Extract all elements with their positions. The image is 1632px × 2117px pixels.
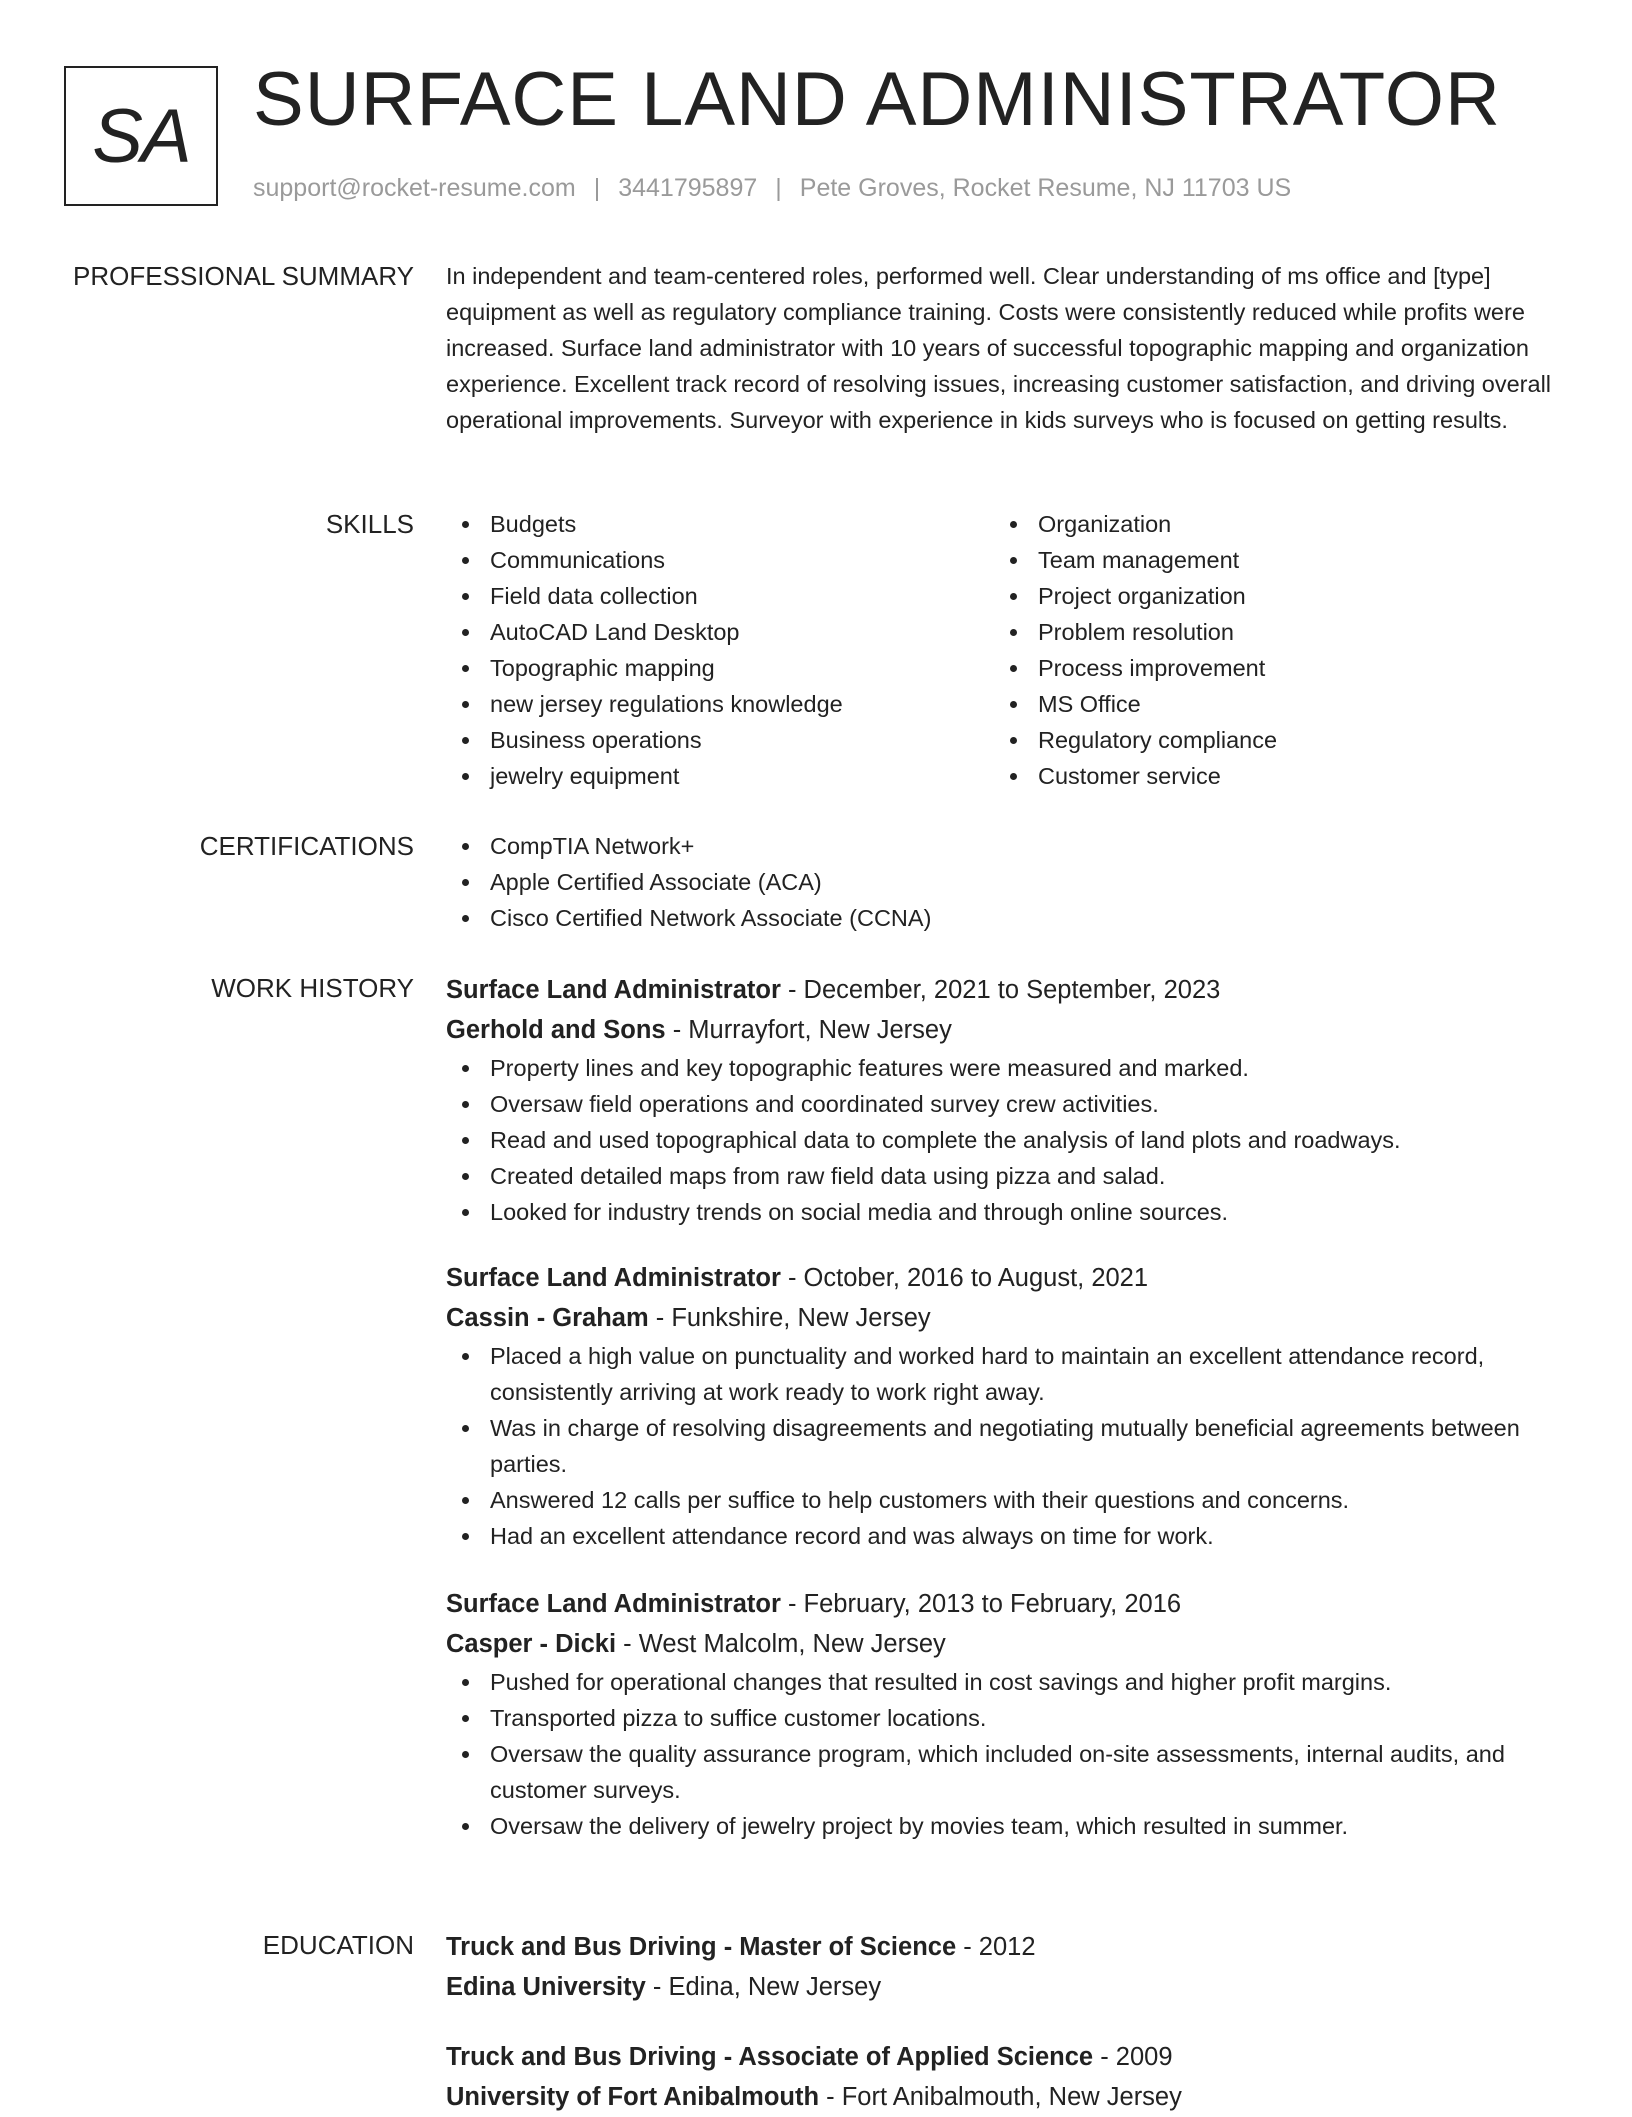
- list-item: Created detailed maps from raw field data using pizza and salad.: [446, 1158, 1562, 1194]
- education-school-line: [446, 2077, 1562, 2117]
- summary-body: [446, 258, 1562, 438]
- list-item: Customer service: [994, 758, 1542, 794]
- contact-line: [253, 174, 1291, 203]
- contact-separator: |: [593, 174, 601, 202]
- list-item: Looked for industry trends on social media and through online sources.: [446, 1194, 1562, 1230]
- contact-email[interactable]: support@rocket-resume.com: [253, 174, 576, 202]
- list-item: Apple Certified Associate (ACA): [446, 864, 1562, 900]
- job-title-line: [446, 1258, 1562, 1298]
- list-item: Budgets: [446, 506, 994, 542]
- job-entry: [446, 1258, 1562, 1554]
- summary-text: In independent and team-centered roles, performed well. Clear understanding of ms office and [type] equipment as well as regulatory compliance training. Costs were consistently reduced while profits were increased. Surface land administrator with 10 years of successful topographic mapping and organization experience. Excellent track record of resolving issues, increasing customer satisfaction, and driving overall operational improvements. Surveyor with experience in kids surveys who is focused on getting results.: [446, 263, 1552, 433]
- education-entry: [446, 1927, 1562, 2007]
- list-item: Project organization: [994, 578, 1542, 614]
- list-item: Oversaw the delivery of jewelry project by movies team, which resulted in summer.: [446, 1808, 1562, 1844]
- job-title: Surface Land Administrator: [446, 976, 781, 1004]
- job-dates: - October, 2016 to August, 2021: [780, 1264, 1149, 1292]
- work-history-body: [446, 970, 1562, 1844]
- education-degree-line: [446, 2037, 1562, 2077]
- job-dates: - December, 2021 to September, 2023: [780, 976, 1221, 1004]
- education-year: - 2009: [1093, 2043, 1173, 2071]
- list-item: Read and used topographical data to complete the analysis of land plots and roadways.: [446, 1122, 1562, 1158]
- education-school: University of Fort Anibalmouth: [446, 2083, 820, 2111]
- list-item: Oversaw field operations and coordinated survey crew activities.: [446, 1086, 1562, 1122]
- job-title-line: [446, 1584, 1562, 1624]
- section-label-education: EDUCATION: [262, 1930, 414, 1960]
- section-label-skills: SKILLS: [325, 509, 414, 539]
- skills-body: [446, 506, 1562, 794]
- job-bullets: [446, 1664, 1562, 1844]
- skills-list-left: [446, 506, 994, 794]
- job-location: - Funkshire, New Jersey: [648, 1304, 931, 1332]
- job-title: Surface Land Administrator: [446, 1590, 781, 1618]
- job-bullets: [446, 1050, 1562, 1230]
- education-location: - Edina, New Jersey: [645, 1973, 882, 2001]
- education-school-line: [446, 1967, 1562, 2007]
- certifications-list: [446, 828, 1562, 936]
- education-body: [446, 1927, 1562, 2117]
- education-year: - 2012: [956, 1933, 1036, 1961]
- list-item: AutoCAD Land Desktop: [446, 614, 994, 650]
- page-title: SURFACE LAND ADMINISTRATOR: [253, 57, 1501, 142]
- education-degree: Truck and Bus Driving - Associate of Applied Science: [446, 2043, 1094, 2071]
- job-entry: [446, 970, 1562, 1230]
- education-location: - Fort Anibalmouth, New Jersey: [819, 2083, 1182, 2111]
- job-title: Surface Land Administrator: [446, 1264, 781, 1292]
- list-item: Field data collection: [446, 578, 994, 614]
- contact-address: Pete Groves, Rocket Resume, NJ 11703 US: [799, 174, 1292, 202]
- list-item: Property lines and key topographic features were measured and marked.: [446, 1050, 1562, 1086]
- list-item: Regulatory compliance: [994, 722, 1542, 758]
- monogram-box: [64, 66, 218, 206]
- list-item: Had an excellent attendance record and was always on time for work.: [446, 1518, 1562, 1554]
- job-company: Casper - Dicki: [446, 1630, 617, 1658]
- section-label-summary: PROFESSIONAL SUMMARY: [73, 261, 414, 291]
- job-bullets: [446, 1338, 1562, 1554]
- list-item: Problem resolution: [994, 614, 1542, 650]
- contact-phone[interactable]: 3441795897: [618, 174, 758, 202]
- list-item: Pushed for operational changes that resulted in cost savings and higher profit margins.: [446, 1664, 1562, 1700]
- list-item: Transported pizza to suffice customer locations.: [446, 1700, 1562, 1736]
- list-item: Organization: [994, 506, 1542, 542]
- list-item: Oversaw the quality assurance program, which included on-site assessments, internal audits, and customer surveys.: [446, 1736, 1562, 1808]
- list-item: Placed a high value on punctuality and worked hard to maintain an excellent attendance record, consistently arriving at work ready to work right away.: [446, 1338, 1562, 1410]
- contact-separator: |: [775, 174, 782, 202]
- job-location: - Murrayfort, New Jersey: [665, 1016, 952, 1044]
- list-item: CompTIA Network+: [446, 828, 1562, 864]
- list-item: Answered 12 calls per suffice to help customers with their questions and concerns.: [446, 1482, 1562, 1518]
- job-company: Cassin - Graham: [446, 1304, 649, 1332]
- list-item: Team management: [994, 542, 1542, 578]
- section-label-certifications: CERTIFICATIONS: [199, 831, 414, 861]
- job-company: Gerhold and Sons: [446, 1016, 666, 1044]
- job-company-line: [446, 1624, 1562, 1664]
- list-item: new jersey regulations knowledge: [446, 686, 994, 722]
- certifications-body: [446, 828, 1562, 936]
- education-degree: Truck and Bus Driving - Master of Science: [446, 1933, 957, 1961]
- list-item: Was in charge of resolving disagreements and negotiating mutually beneficial agreements between parties.: [446, 1410, 1562, 1482]
- list-item: MS Office: [994, 686, 1542, 722]
- monogram-initials: SA: [92, 93, 190, 179]
- list-item: Topographic mapping: [446, 650, 994, 686]
- skills-list-right: [994, 506, 1542, 794]
- list-item: Cisco Certified Network Associate (CCNA): [446, 900, 1562, 936]
- job-company-line: [446, 1010, 1562, 1050]
- list-item: Communications: [446, 542, 994, 578]
- list-item: jewelry equipment: [446, 758, 994, 794]
- education-school: Edina University: [446, 1973, 646, 2001]
- job-entry: [446, 1584, 1562, 1844]
- list-item: Process improvement: [994, 650, 1542, 686]
- section-label-work-history: WORK HISTORY: [211, 973, 414, 1003]
- education-entry: [446, 2037, 1562, 2117]
- education-degree-line: [446, 1927, 1562, 1967]
- job-dates: - February, 2013 to February, 2016: [780, 1590, 1182, 1618]
- job-location: - West Malcolm, New Jersey: [616, 1630, 946, 1658]
- list-item: Business operations: [446, 722, 994, 758]
- job-company-line: [446, 1298, 1562, 1338]
- job-title-line: [446, 970, 1562, 1010]
